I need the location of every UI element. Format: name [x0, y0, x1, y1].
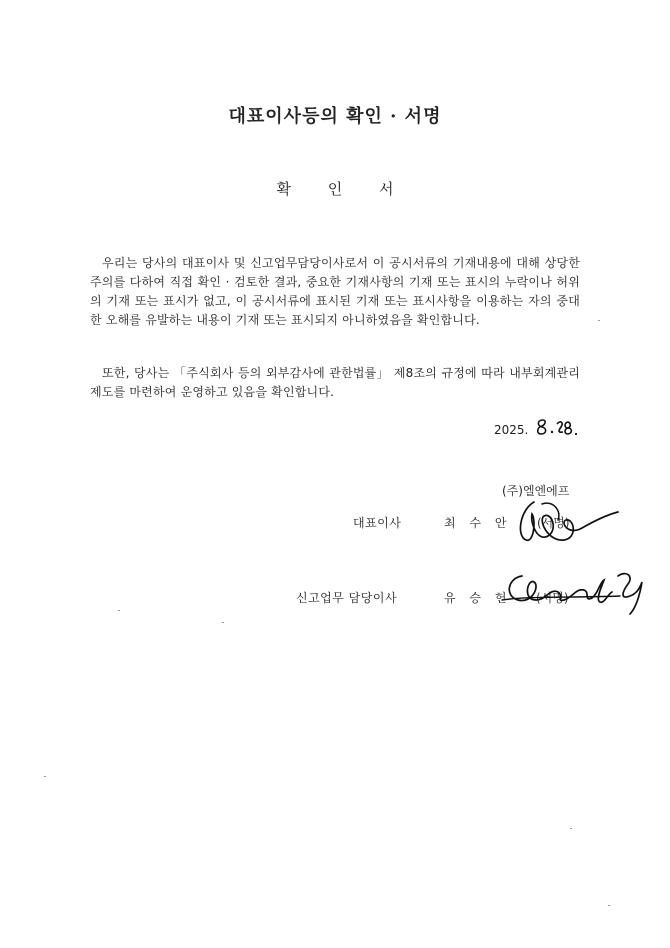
confirmation-paragraph: 우리는 당사의 대표이사 및 신고업무담당이사로서 이 공시서류의 기재내용에 대해 상당한 주의를 다하여 직접 확인 · 검토한 결과, 중요한 기재사항의 기재 또는 표시의 누락이나 허위의 기재 또는 표시가 없고, 이 공시서류에 표시된 기재 또는 표시사항을 이용하는 자의 중대한 오해를 유발하는 내용이 기재 또는 표시되지 아니하였음을 확인합니다. [90, 256, 580, 327]
scan-speck [118, 610, 120, 611]
ceo-name: 최 수 안 [444, 516, 512, 530]
ceo-role-label: 대표이사 [353, 516, 402, 530]
handwritten-date [533, 414, 579, 440]
cfo-role-label: 신고업무 담당이사 [296, 591, 398, 605]
company-name: (주)엘엔에프 [502, 484, 570, 498]
cfo-seal-note: (서명) [536, 591, 569, 605]
cfo-signature [500, 566, 650, 616]
internal-control-paragraph: 또한, 당사는 「주식회사 등의 외부감사에 관한법률」 제8조의 규정에 따라 내부회계관리제도를 마련하여 운영하고 있음을 확인합니다. [90, 366, 580, 399]
ceo-signature [512, 490, 622, 550]
date-printed: 2025. [494, 423, 529, 437]
scan-speck [570, 828, 572, 829]
scan-speck [598, 320, 600, 321]
document-title: 대표이사등의 확인 · 서명 [228, 106, 442, 127]
scan-speck [44, 776, 46, 777]
scan-speck [222, 622, 224, 623]
scan-speck [608, 905, 610, 906]
cfo-name: 유 승 헌 [444, 591, 512, 605]
certificate-heading: 확 인 서 [276, 180, 410, 198]
ceo-seal-note: (서명) [537, 516, 570, 530]
